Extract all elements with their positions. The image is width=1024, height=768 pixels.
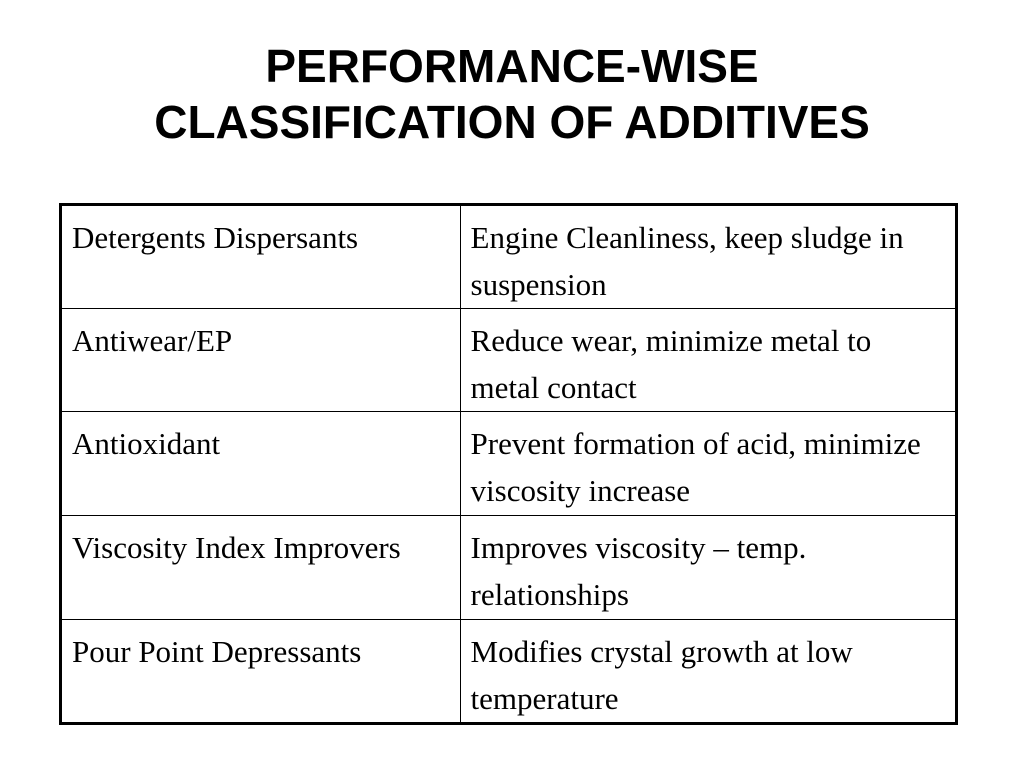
additive-type-cell: Antioxidant	[61, 412, 461, 516]
slide-title	[0, 38, 1024, 150]
performance-cell: Improves viscosity – temp. relationships	[460, 516, 956, 620]
table-row	[61, 516, 957, 620]
table-row	[61, 412, 957, 516]
table-row	[61, 205, 957, 309]
additives-table	[59, 203, 958, 725]
slide-title-line-2: CLASSIFICATION OF ADDITIVES	[154, 96, 870, 148]
slide-title-line-1: PERFORMANCE-WISE	[265, 40, 759, 92]
performance-cell: Engine Cleanliness, keep sludge in suspension	[460, 205, 956, 309]
additive-type-cell: Viscosity Index Improvers	[61, 516, 461, 620]
table-row	[61, 309, 957, 412]
performance-cell: Prevent formation of acid, minimize viscosity increase	[460, 412, 956, 516]
additive-type-cell: Pour Point Depressants	[61, 620, 461, 724]
performance-cell: Reduce wear, minimize metal to metal contact	[460, 309, 956, 412]
table-row	[61, 620, 957, 724]
performance-cell: Modifies crystal growth at low temperature	[460, 620, 956, 724]
additive-type-cell: Antiwear/EP	[61, 309, 461, 412]
additive-type-cell: Detergents Dispersants	[61, 205, 461, 309]
